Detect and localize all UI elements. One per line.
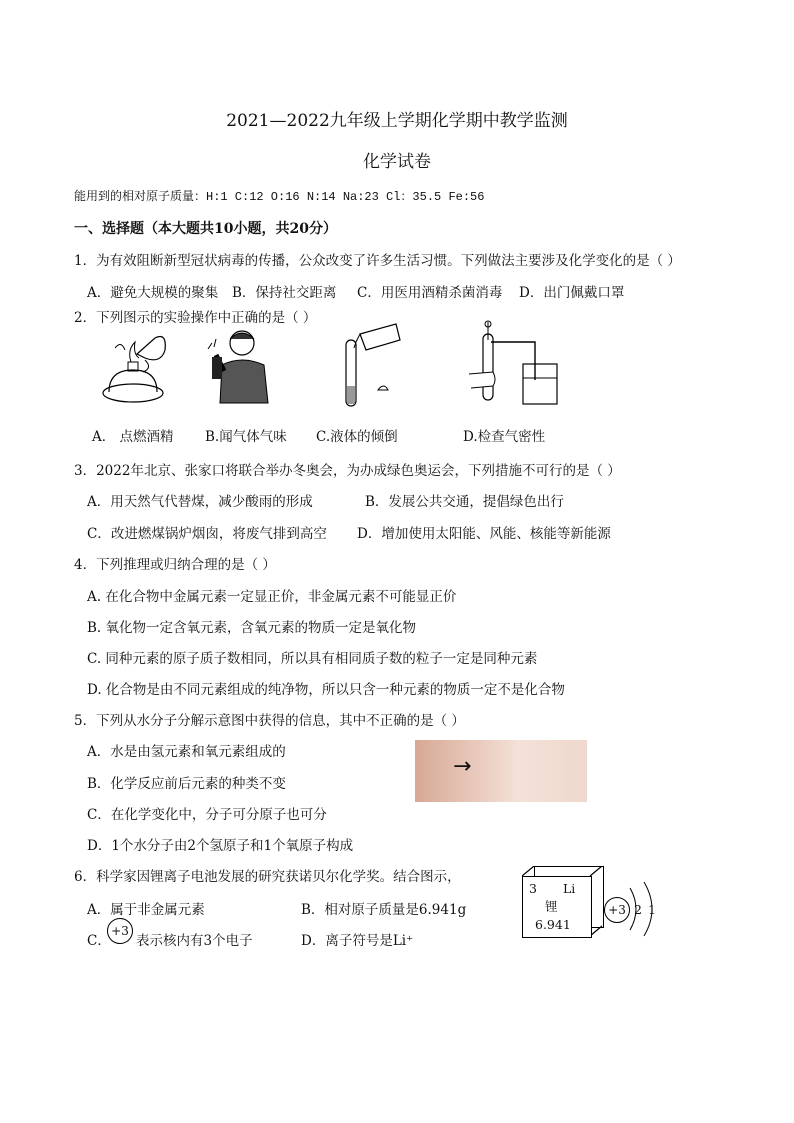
q4-option-d: D. 化合物是由不同元素组成的纯净物，所以只含一种元素的物质一定不是化合物 <box>87 682 565 698</box>
q2-option-c: C.液体的倾倒 <box>316 429 398 445</box>
lithium-element-card <box>522 876 592 938</box>
q5-option-a: A．水是由氢元素和氧元素组成的 <box>87 744 286 760</box>
reaction-arrow-icon: → <box>453 754 472 779</box>
q1-option-c: C．用医用酒精杀菌消毒 <box>357 285 503 301</box>
q1-stem: 1．为有效阻断新型冠状病毒的传播，公众改变了许多生活习惯。下列做法主要涉及化学变化的是（ ） <box>74 253 681 269</box>
q6-option-d: D．离子符号是Li⁺ <box>301 933 414 949</box>
q3-option-d: D．增加使用太阳能、风能、核能等新能源 <box>357 526 611 542</box>
q2-option-b: B.闻气体气味 <box>205 429 287 445</box>
element-symbol: Li <box>563 881 576 896</box>
q5-option-b: B．化学反应前后元素的种类不变 <box>87 776 286 792</box>
q3-option-a: A．用天然气代替煤，减少酸雨的形成 <box>87 494 313 510</box>
smelling-gas-figure <box>202 325 274 405</box>
q1-option-a: A．避免大规模的聚集 <box>87 285 219 301</box>
q5-option-c: C．在化学变化中，分子可分原子也可分 <box>87 807 327 823</box>
pouring-liquid-figure <box>340 322 410 410</box>
atomic-number: 3 <box>529 881 537 896</box>
q6-stem: 6．科学家因锂离子电池发展的研究获诺贝尔化学奖。结合图示， <box>74 869 461 885</box>
shell-1-electrons: 2 <box>634 902 642 917</box>
q1-option-b: B．保持社交距离 <box>232 285 337 301</box>
q2-option-d: D.检查气密性 <box>463 429 546 445</box>
q3-option-b: B．发展公共交通，提倡绿色出行 <box>365 494 564 510</box>
q6-option-c-prefix: C． <box>87 933 111 949</box>
nucleus-symbol-icon: +3 <box>107 918 133 944</box>
q5-option-d: D．1个水分子由2个氢原子和1个氧原子构成 <box>87 838 354 854</box>
q6-option-a: A．属于非金属元素 <box>87 902 205 918</box>
q6-option-b: B．相对原子质量是6.941g <box>301 902 467 918</box>
water-decomposition-figure <box>415 740 587 802</box>
atomic-mass: 6.941 <box>535 917 571 932</box>
electron-shells-icon <box>622 880 662 938</box>
q1-option-d: D．出门佩戴口罩 <box>519 285 625 301</box>
q5-stem: 5．下列从水分子分解示意图中获得的信息，其中不正确的是（ ） <box>74 713 465 729</box>
airtightness-check-figure <box>463 320 568 408</box>
atomic-masses-line: 能用到的相对原子质量：H:1 C:12 O:16 N:14 Na:23 Cl：35.5 Fe:56 <box>74 190 485 204</box>
lithium-nucleus-icon: +3 <box>604 897 630 923</box>
q4-option-a: A. 在化合物中金属元素一定显正价，非金属元素不可能显正价 <box>87 589 457 605</box>
element-name: 锂 <box>545 899 558 914</box>
q2-option-a: A． 点燃酒精 <box>92 429 174 445</box>
alcohol-lamp-figure <box>95 328 175 408</box>
q3-option-c: C．改进燃煤锅炉烟囱，将废气排到高空 <box>87 526 327 542</box>
q3-stem: 3．2022年北京、张家口将联合举办冬奥会，为办成绿色奥运会，下列措施不可行的是（ ） <box>74 463 621 479</box>
q4-option-b: B. 氧化物一定含氧元素，含氧元素的物质一定是氧化物 <box>87 620 417 636</box>
exam-subtitle: 化学试卷 <box>363 152 431 172</box>
q4-stem: 4．下列推理或归纳合理的是（ ） <box>74 557 276 573</box>
section-heading: 一、选择题（本大题共10小题，共20分） <box>74 221 337 237</box>
q6-option-c-suffix: 表示核内有3个电子 <box>136 933 253 949</box>
q4-option-c: C. 同种元素的原子质子数相同，所以具有相同质子数的粒子一定是同种元素 <box>87 651 538 667</box>
q2-stem: 2．下列图示的实验操作中正确的是（ ） <box>74 310 317 326</box>
exam-title: 2021—2022九年级上学期化学期中教学监测 <box>226 111 568 131</box>
shell-2-electrons: 1 <box>648 902 656 917</box>
